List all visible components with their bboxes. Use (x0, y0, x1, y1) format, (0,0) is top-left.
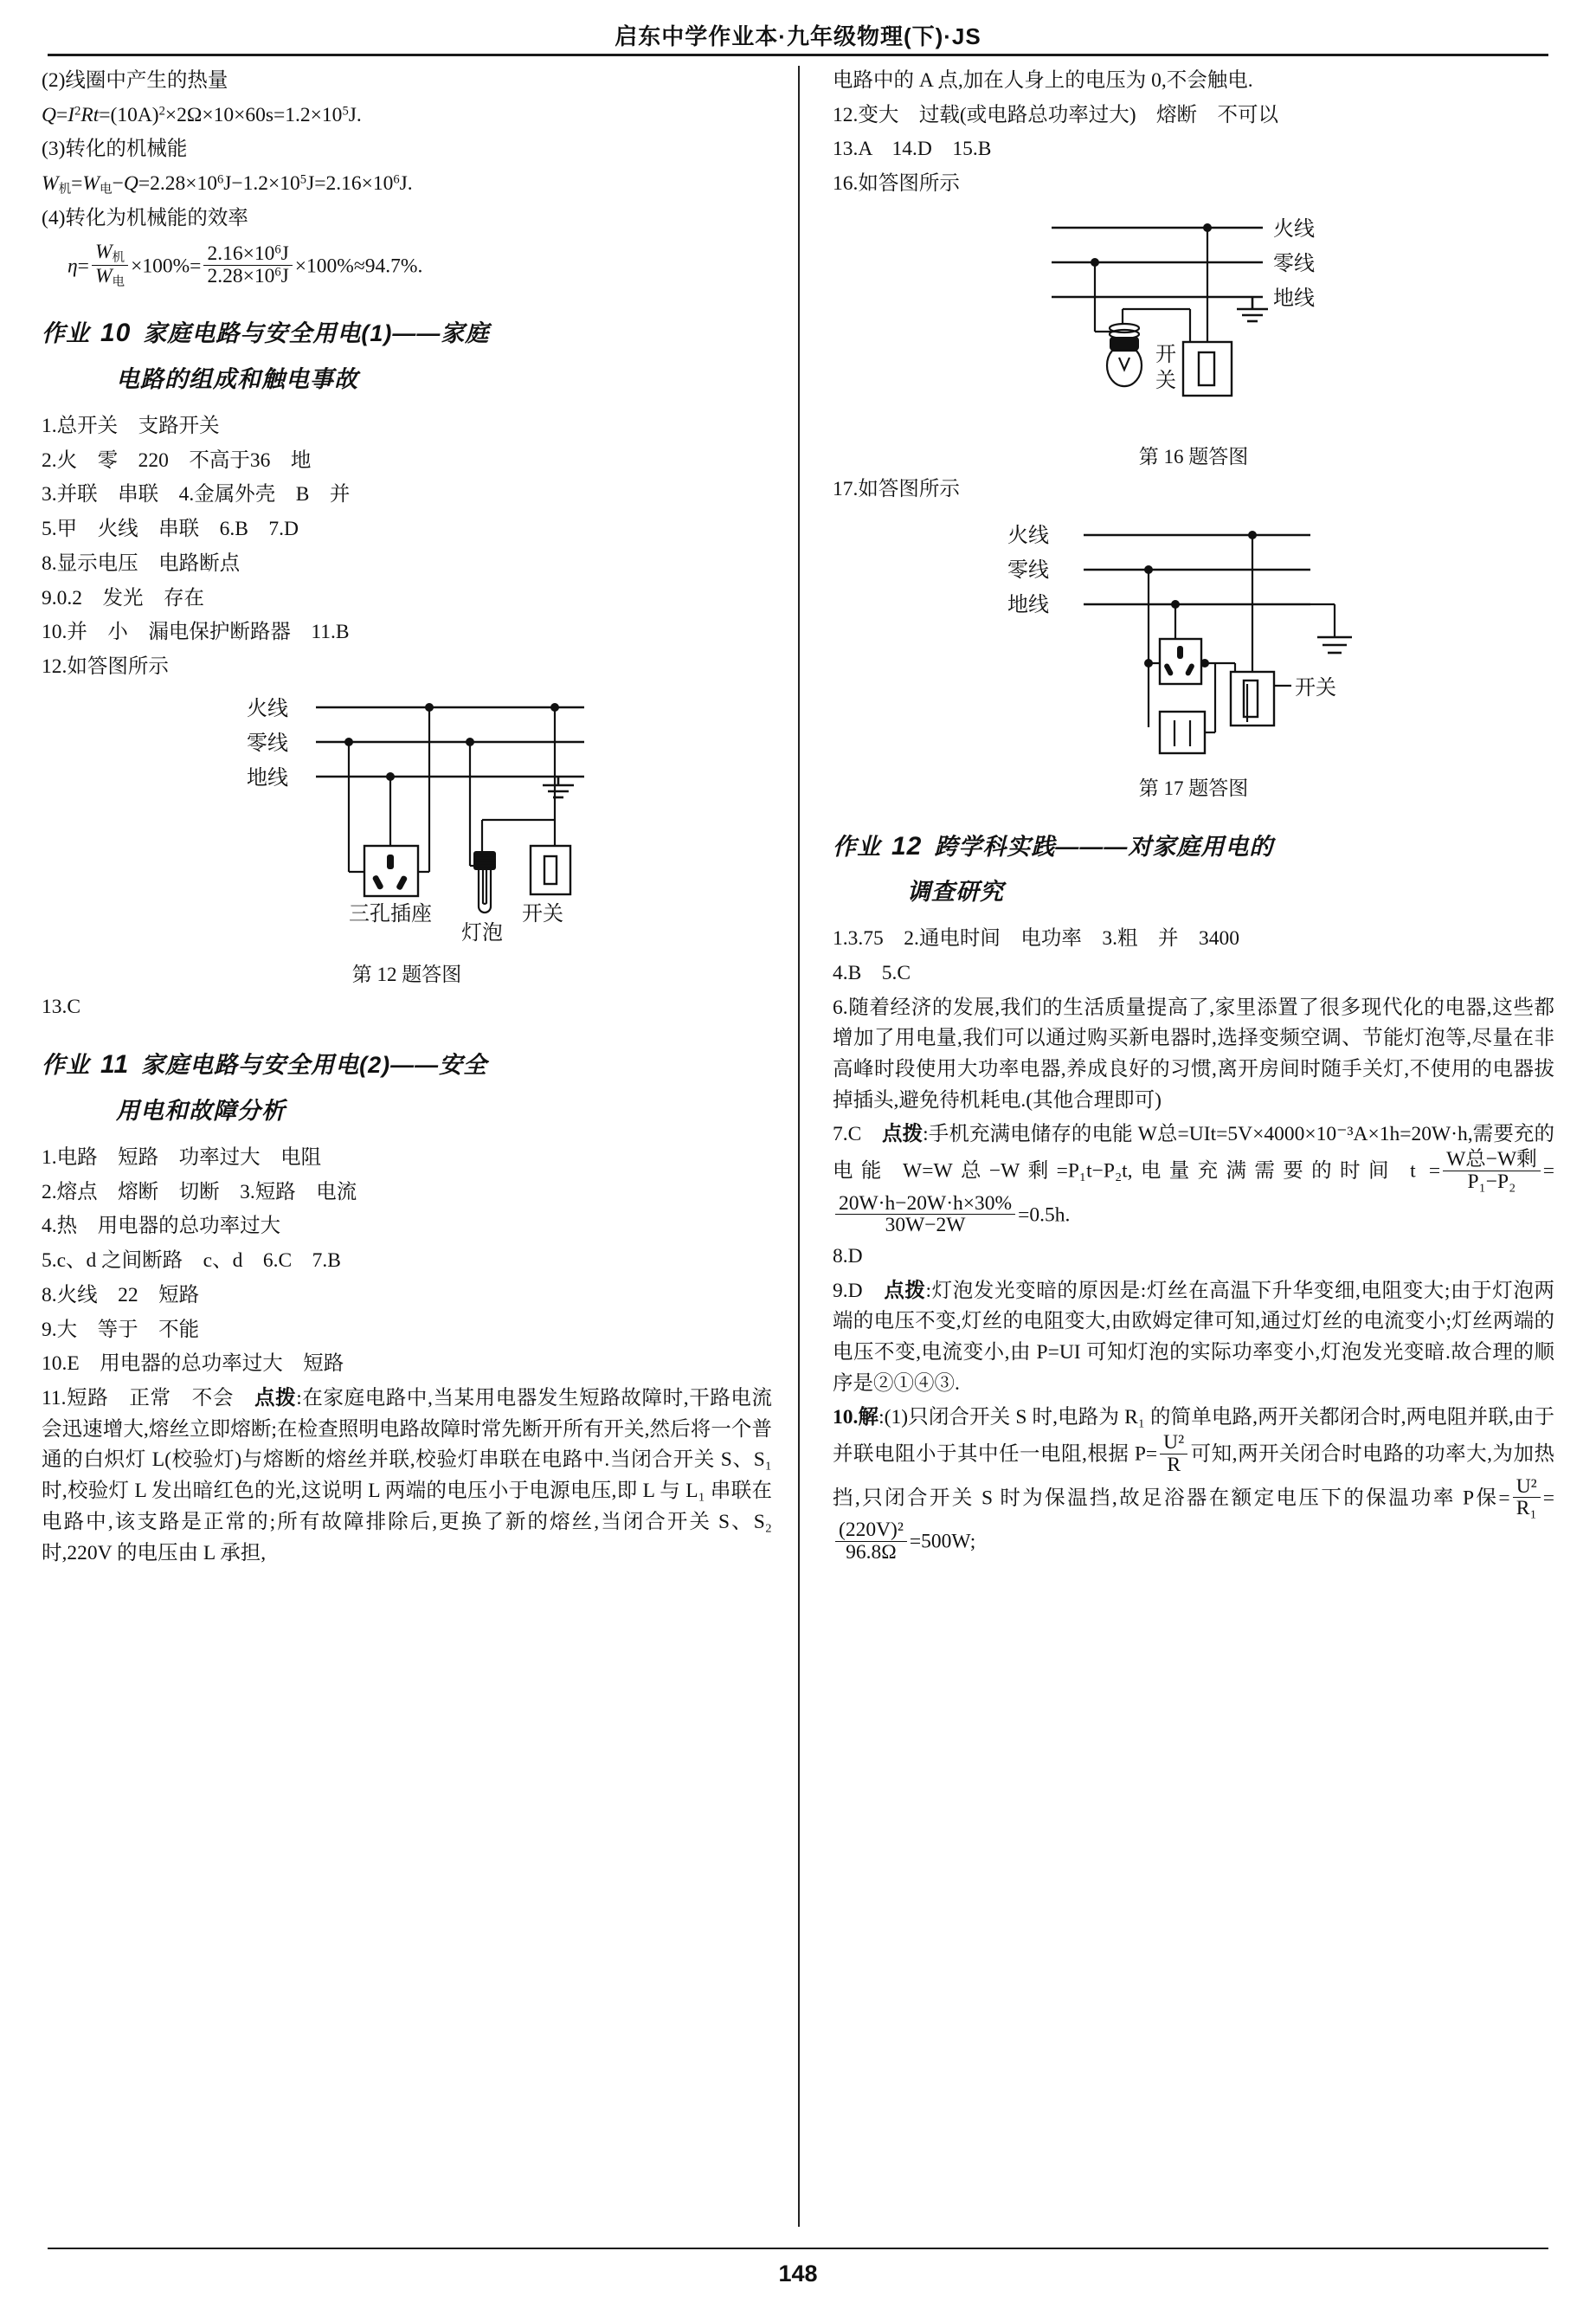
assignment-12-title-line1: 跨学科实践———对家庭用电的 (934, 833, 1274, 860)
left-column (42, 66, 798, 2227)
answer-item: 10.并 小 漏电保护断路器 11.B (42, 621, 350, 644)
assignment-11-title-line2: 用电和故障分析 (116, 1097, 286, 1124)
answer-item-9 (833, 1276, 1554, 1400)
answer-item: 13.A 14.D 15.B (833, 138, 992, 161)
answer-10-fraction-1: $\frac{\text{U²}}{R}$ (1160, 1432, 1187, 1475)
figure-17-label-ground: 地线 (1007, 592, 1049, 616)
figure-16-label-switch-1: 开 (1155, 342, 1176, 366)
answer-item-13: 13.C (42, 995, 81, 1018)
answer-11-head: 11.短路 正常 不会 (42, 1387, 255, 1410)
answer-10-head: 10.解 (833, 1406, 879, 1429)
answer-10-fraction-2: $\frac{\text{U²}}{\text{R₁}}$ (1513, 1476, 1541, 1519)
answer-item-8: 8.D (833, 1244, 863, 1267)
answer-item: 8.火线 22 短路 (42, 1283, 200, 1306)
answer-7-tail: =0.5h. (1018, 1203, 1071, 1227)
figure-17-label-neutral: 零线 (1007, 558, 1049, 582)
answer-11-body: :在家庭电路中,当某用电器发生短路故障时,干路电流会迅速增大,熔丝立即熔断;在检查照明电路故障时常先断开所有开关,然后将一个普通的白炽灯 L(校验灯)与熔断的熔丝并联,校验灯串联在电路中.当闭合开关 S、S₁ 时,校验灯 L 发出暗红色的光,这说明 L 两端的电压小于电源电压,即 L 与 L₁ 串联在电路中,该支路是正常的;所有故障排除后,更换了新的熔丝,当闭合开关 S、S₂ 时,220V 的电压由 L 承担, (42, 1387, 772, 1564)
page-number: 148 (778, 2261, 818, 2287)
figure-12-label-socket: 三孔插座 (349, 901, 432, 926)
equation-heat: $Q=I^2Rt=(10A)^2\times 2\Omega\times 10\times 60s=1.2\times 10^5J$. (42, 103, 362, 126)
answer-item: 16.如答图所示 (833, 172, 960, 196)
answer-item: 4.热 用电器的总功率过大 (42, 1215, 281, 1238)
answer-item-7: 7.C 点拨:手机充满电储存的电能 W总=UIt=5V×4000×10⁻³A×1h=20W·h,需要充的电能 W=W总−W剩=P₁t−P₂t,电量充满需要的时间 t = $\frac{\text{W总−W剩}}{\text{P₁−P₂}}$ = $\frac{20W\cdot h-20W\cdot h\times 30\%}{30W-2W}$ =0.5h. (833, 1123, 1554, 1237)
answer-item: 9.大 等于 不能 (42, 1318, 200, 1341)
answer-item-10 (833, 1403, 1554, 1564)
figure-16 (833, 205, 1554, 473)
answer-item-11 (42, 1384, 772, 1569)
figure-12-circuit (221, 688, 593, 957)
figure-12-caption: 第 12 题答图 (351, 963, 462, 985)
answer-item: 10.E 用电器的总功率过大 短路 (42, 1352, 344, 1376)
figure-16-caption: 第 16 题答图 (1138, 445, 1249, 468)
footer-rule (48, 2248, 1548, 2249)
answer-item: 8.显示电压 电路断点 (42, 551, 241, 575)
page-footer (0, 2261, 1596, 2287)
figure-17 (833, 511, 1554, 804)
assignment-11-label: 作业 (42, 1052, 90, 1079)
answer-item: 12.如答图所示 (42, 655, 169, 678)
assignment-11-heading (42, 1045, 772, 1085)
answer-item: 2.火 零 220 不高于36 地 (42, 448, 312, 472)
answer-10-fraction-3: $\frac{\text{(220V)²}}{96.8\Omega}$ (835, 1519, 907, 1563)
figure-16-label-switch-2: 关 (1155, 368, 1176, 392)
assignment-10-heading (42, 313, 772, 353)
two-column-body (42, 66, 1554, 2227)
answer-item: 4.B 5.C (833, 961, 911, 984)
figure-12-label-lamp: 灯泡 (461, 920, 503, 945)
answer-item: 2.熔点 熔断 切断 3.短路 电流 (42, 1180, 357, 1203)
figure-12 (42, 688, 772, 990)
figure-16-label-live: 火线 (1273, 216, 1315, 241)
figure-12-label-live: 火线 (247, 696, 288, 720)
answer-10-body-2: 可知,两开关闭合时电路的功率大,为加热挡,只闭合开关 S 时为保温挡,故足浴器在额定电压下的保温功率 P保= (833, 1442, 1554, 1510)
header-rule (48, 54, 1548, 56)
assignment-12-label: 作业 (833, 833, 881, 860)
tip-label: 点拨 (881, 1123, 923, 1146)
assignment-12-title-line2: 调查研究 (907, 879, 1004, 906)
answer-9-head: 9.D (833, 1279, 885, 1302)
running-head: 启东中学作业本·九年级物理(下)·JS (615, 23, 981, 49)
assignment-10-title-line2: 电路的组成和触电事故 (116, 365, 358, 392)
answer-7-body: :手机充满电储存的电能 W总=UIt=5V×4000×10⁻³A×1h=20W·h,需要充的电能 W=W总−W剩=P₁t−P₂t,电量充满需要的时间 t = (833, 1123, 1554, 1183)
solution-line-3-label: (3)转化的机械能 (42, 138, 188, 161)
equation-mechanical-energy: $W_机=W_电-Q=2.28\times 10^6J-1.2\times 10^5J=2.16\times 10^6J$. (42, 172, 413, 197)
solution-line-2-label: (2)线圈中产生的热量 (42, 69, 228, 92)
assignment-11-number: 11 (100, 1050, 130, 1080)
answer-10-tail: =500W; (909, 1530, 976, 1553)
answer-item: 1.电路 短路 功率过大 电阻 (42, 1145, 322, 1169)
answer-7-fraction-2: $\frac{20W\cdot h-20W\cdot h\times 30\%}{30W-2W}$ (835, 1193, 1015, 1236)
figure-12-label-neutral: 零线 (247, 731, 288, 755)
answer-item: 5.甲 火线 串联 6.B 7.D (42, 518, 299, 541)
answer-7-head: 7.C (833, 1123, 882, 1146)
answer-item-17: 17.如答图所示 (833, 477, 960, 500)
answer-item: 9.0.2 发光 存在 (42, 586, 204, 610)
figure-12-label-ground: 地线 (247, 765, 288, 790)
answer-9-body: :灯泡发光变暗的原因是:灯丝在高温下升华变细,电阻变大;由于灯泡两端的电压不变,灯丝的电阻变大,由欧姆定律可知,通过灯丝的电流变小;灯丝两端的电压不变,电流变小,由 P=UI 可知灯泡的实际功率变小,灯泡发光变暗.故合理的顺序是②①④③. (833, 1279, 1554, 1395)
assignment-12-number: 12 (891, 831, 923, 861)
figure-17-circuit (990, 511, 1397, 771)
continued-text: 电路中的 A 点,加在人身上的电压为 0,不会触电. (833, 69, 1253, 92)
figure-17-label-switch: 开关 (1295, 675, 1336, 700)
figure-17-caption: 第 17 题答图 (1138, 777, 1249, 799)
solution-line-4-label: (4)转化为机械能的效率 (42, 206, 248, 229)
assignment-12-heading (833, 827, 1554, 867)
answer-item: 5.c、d 之间断路 c、d 6.C 7.B (42, 1249, 341, 1273)
answer-7-fraction-1: $\frac{\text{W总−W剩}}{\text{P₁−P₂}}$ (1443, 1149, 1541, 1192)
tip-label: 点拨 (884, 1279, 926, 1302)
answer-item: 1.3.75 2.通电时间 电功率 3.粗 并 3400 (833, 927, 1239, 951)
assignment-10-number: 10 (100, 319, 132, 348)
answer-item: 12.变大 过载(或电路总功率过大) 熔断 不可以 (833, 103, 1279, 126)
figure-17-label-live: 火线 (1007, 523, 1049, 547)
figure-16-circuit (1003, 205, 1384, 439)
right-column (798, 66, 1554, 2227)
answer-item-6: 6.随着经济的发展,我们的生活质量提高了,家里添置了很多现代化的电器,这些都增加了用电量,我们可以通过购买新电器时,选择变频空调、节能灯泡等,尽量在非高峰时段使用大功率电器,养成良好的习惯,离开房间时随手关灯,不使用的电器拔掉插头,避免待机耗电.(其他合理即可) (833, 996, 1554, 1112)
answer-item: 3.并联 串联 4.金属外壳 B 并 (42, 483, 351, 506)
figure-16-label-neutral: 零线 (1273, 251, 1315, 275)
answer-10-eq-mid: = (1542, 1487, 1554, 1510)
figure-16-label-ground: 地线 (1273, 286, 1315, 310)
tip-label: 点拨 (254, 1387, 297, 1410)
assignment-10-title-line1: 家庭电路与安全用电(1)——家庭 (143, 320, 490, 347)
answer-10-body: :(1)只闭合开关 S 时,电路为 R₁ 的简单电路,两开关都闭合时,两电阻并联,由于并联电阻小于其中任一电阻,根据 P= (833, 1406, 1554, 1466)
equation-efficiency: η= $\frac{W_机}{W_电}$ ×100%= $\frac{2.16\times 10^6J}{2.28\times 10^6J}$ ×100%≈94.7%. (68, 240, 423, 290)
answer-item: 1.总开关 支路开关 (42, 414, 220, 437)
assignment-11-title-line1: 家庭电路与安全用电(2)——安全 (141, 1052, 488, 1079)
figure-12-label-switch: 开关 (522, 901, 563, 926)
assignment-10-label: 作业 (42, 320, 90, 347)
